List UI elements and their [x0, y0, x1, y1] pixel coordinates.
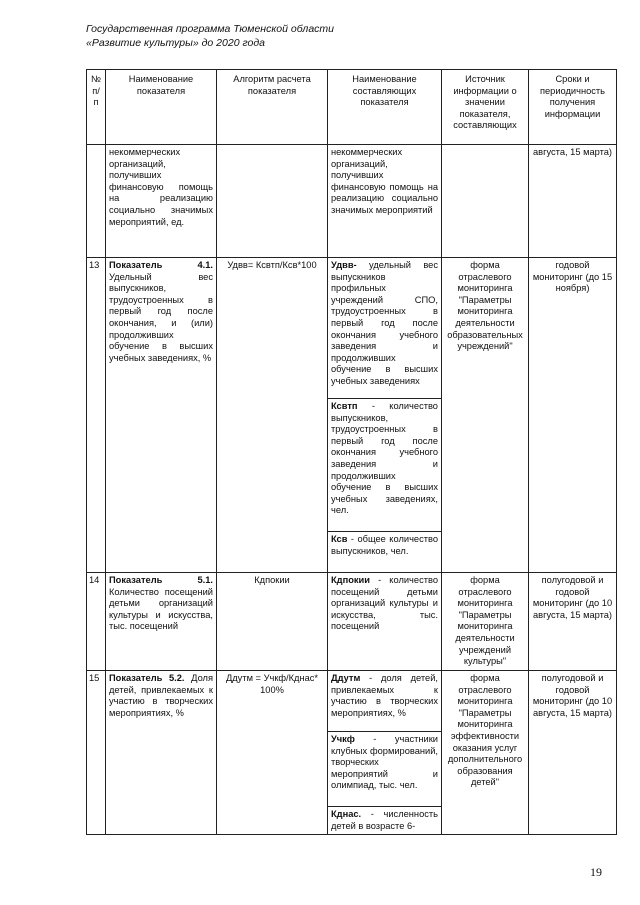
formula-cell: Удвв= Ксвтп/Ксв*100: [217, 258, 328, 573]
page-number: 19: [590, 865, 602, 879]
component-text: - численность детей в возрасте 6-: [331, 809, 438, 831]
indicator-title: Показатель 4.1.: [109, 260, 213, 270]
component-cell: [328, 807, 442, 835]
component-term: Кдпокии: [331, 575, 370, 585]
table-row: [87, 145, 617, 258]
component-term: Кднас.: [331, 809, 362, 819]
indicator-cell: [106, 573, 217, 671]
formula-cell: Кдпокии: [217, 573, 328, 671]
component-term: Удвв-: [331, 260, 357, 270]
source-cell: форма отраслевого мониторинга "Параметры мониторинга эффективности оказания услуг дополнительного образования детей": [442, 671, 529, 835]
component-text: - доля детей, привлекаемых к участию в творческих мероприятиях, %: [331, 673, 438, 718]
indicators-table: [86, 69, 617, 835]
formula-cell: Ддутм = Учкф/Кднас* 100%: [217, 671, 328, 835]
indicator-title: Показатель 5.2.: [109, 673, 185, 683]
indicator-title: Показатель 5.1.: [109, 575, 213, 585]
component-cell: [328, 573, 442, 671]
document-header: [86, 22, 334, 50]
component-term: Учкф: [331, 734, 355, 744]
indicator-text: Доля детей, привлекаемых к участию в творческих мероприятиях, %: [109, 673, 213, 718]
table-header-row: [87, 70, 617, 145]
component-cell: [328, 399, 442, 532]
indicator-cell: [106, 671, 217, 835]
component-text: - общее количество выпускников, чел.: [331, 534, 438, 556]
component-cell: [328, 258, 442, 399]
timing-cell: полугодовой и годовой мониторинг (до 10 августа, 15 марта): [529, 573, 617, 671]
program-subtitle: «Развитие культуры» до 2020 года: [86, 37, 265, 49]
component-term: Ксвтп: [331, 401, 358, 411]
component-cell: [328, 671, 442, 732]
component-term: Ддутм: [331, 673, 361, 683]
table-row: [87, 671, 617, 732]
component-term: Ксв: [331, 534, 348, 544]
source-cell: форма отраслевого мониторинга "Параметры мониторинга деятельности учреждений культуры": [442, 573, 529, 671]
component-text: - количество выпускников, трудоустроенных в первый год после окончания учебного заведения и продолживших обучение в высших учебных заведениях, чел.: [331, 401, 438, 516]
indicator-text: Удельный вес выпускников, трудоустроенных в первый год после окончания, и (или) продолживших обучение в высших учебных заведениях, %: [109, 271, 213, 363]
table-row: [87, 258, 617, 399]
timing-cell: годовой мониторинг (до 15 ноября): [529, 258, 617, 573]
component-text: - количество посещений детьми организаций культуры и искусства, тыс. посещений: [331, 575, 438, 632]
component-text: - участники клубных формирований, творческих мероприятий и олимпиад, тыс. чел.: [331, 734, 438, 791]
column-header-components: Наименование составляющих показателя: [328, 70, 442, 145]
indicator-cell: некоммерческих организаций, получивших финансовую помощь на реализацию социально значимых мероприятий, ед.: [106, 145, 217, 258]
row-number: 13: [87, 258, 106, 573]
column-header-source: Источник информации о значении показателя, составляющих: [442, 70, 529, 145]
component-cell: [328, 532, 442, 573]
component-text: удельный вес выпускников профильных учреждений СПО, трудоустроенных в первый год после окончания учебного заведения и продолживших обучение в высших учебных заведениях: [331, 260, 438, 386]
row-number: 14: [87, 573, 106, 671]
component-cell: [328, 732, 442, 807]
row-number: 15: [87, 671, 106, 835]
column-header-number: № п/п: [87, 70, 106, 145]
indicator-cell: [106, 258, 217, 573]
column-header-timing: Сроки и периодичность получения информации: [529, 70, 617, 145]
column-header-algorithm: Алгоритм расчета показателя: [217, 70, 328, 145]
timing-cell: полугодовой и годовой мониторинг (до 10 августа, 15 марта): [529, 671, 617, 835]
timing-cell: августа, 15 марта): [529, 145, 617, 258]
component-cell: некоммерческих организаций, получивших финансовую помощь на реализацию социально значимых мероприятий: [328, 145, 442, 258]
indicator-text: Количество посещений детьми организаций культуры и искусства, тыс. посещений: [109, 586, 213, 632]
column-header-indicator: Наименование показателя: [106, 70, 217, 145]
source-cell: форма отраслевого мониторинга "Параметры мониторинга деятельности образовательных учреждений": [442, 258, 529, 573]
program-title: Государственная программа Тюменской области: [86, 23, 334, 35]
table-row: [87, 573, 617, 671]
